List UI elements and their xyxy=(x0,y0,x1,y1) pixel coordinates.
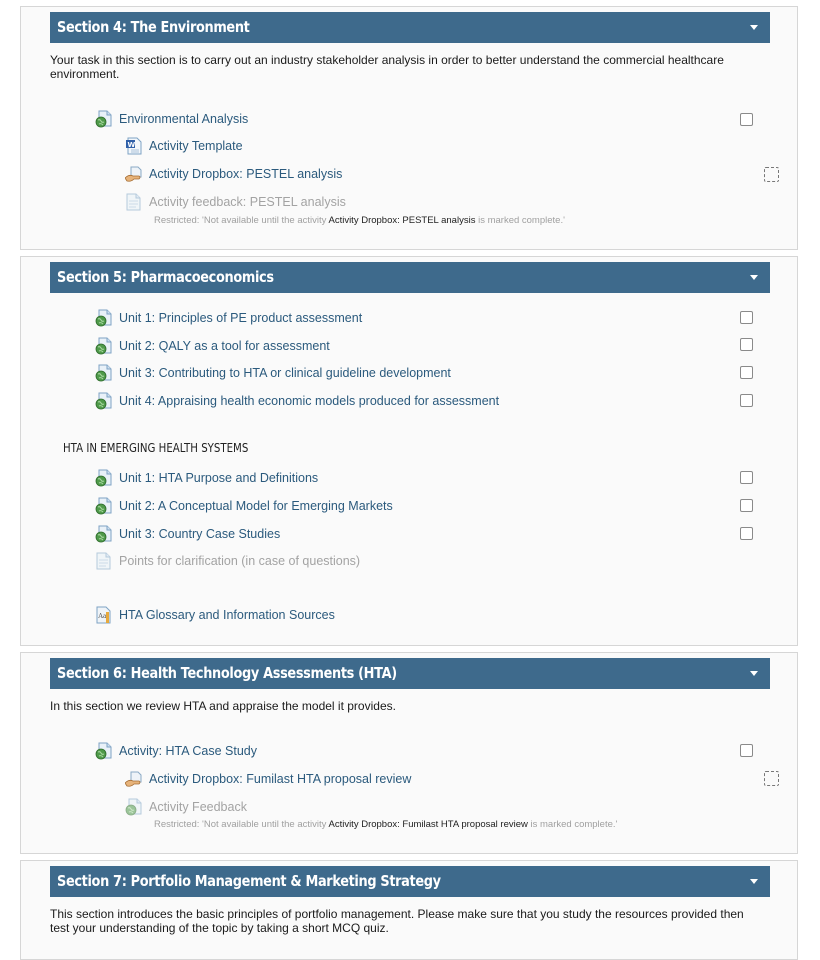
completion-checkbox[interactable] xyxy=(740,366,753,379)
section-5 xyxy=(20,256,798,646)
page-globe-icon xyxy=(95,364,112,382)
activity-link-restricted: Points for clarification (in case of questions) xyxy=(119,554,361,568)
collapse-caret-icon[interactable] xyxy=(750,275,758,280)
section-4-header[interactable] xyxy=(50,12,770,43)
section-5-header[interactable] xyxy=(50,262,770,293)
glossary-icon xyxy=(95,606,112,624)
completion-checkbox[interactable] xyxy=(740,471,753,484)
assignment-hand-icon xyxy=(125,165,142,183)
section-6 xyxy=(20,652,798,854)
activity-link[interactable]: Activity Template xyxy=(149,139,243,153)
section-title: Section 5: Pharmacoeconomics xyxy=(57,268,274,286)
page-globe-icon xyxy=(95,392,112,410)
restriction-prefix: Restricted: 'Not available until the activity xyxy=(154,819,329,830)
completion-checkbox[interactable] xyxy=(740,113,753,126)
collapse-caret-icon[interactable] xyxy=(750,671,758,676)
completion-checkbox[interactable] xyxy=(740,394,753,407)
collapse-caret-icon[interactable] xyxy=(750,25,758,30)
auto-completion-checkbox[interactable] xyxy=(764,771,779,786)
activity-link[interactable]: Environmental Analysis xyxy=(119,112,249,126)
section-7-header[interactable] xyxy=(50,866,770,897)
restriction-suffix: is marked complete.' xyxy=(475,215,565,226)
activity-link[interactable]: Unit 4: Appraising health economic models produced for assessment xyxy=(119,394,500,408)
collapse-caret-icon[interactable] xyxy=(750,879,758,884)
activity-link[interactable]: Activity: HTA Case Study xyxy=(119,744,258,758)
section-title: Section 6: Health Technology Assessments (HTA) xyxy=(57,664,397,682)
page-globe-icon xyxy=(95,742,112,760)
activity-link[interactable]: HTA Glossary and Information Sources xyxy=(119,608,335,622)
activity-link-restricted: Activity Feedback xyxy=(149,800,247,814)
activity-link[interactable]: Activity Dropbox: Fumilast HTA proposal review xyxy=(149,772,412,786)
assignment-hand-icon xyxy=(125,770,142,788)
restriction-notice xyxy=(154,215,565,226)
section-summary: Your task in this section is to carry out an industry stakeholder analysis in order to better understand the commercial healthcare environment. xyxy=(50,53,724,81)
page-globe-icon xyxy=(95,110,112,128)
page-globe-icon xyxy=(95,525,112,543)
completion-checkbox[interactable] xyxy=(740,527,753,540)
restriction-activity: Activity Dropbox: PESTEL analysis xyxy=(328,215,476,226)
subheading-hta-emerging: HTA IN EMERGING HEALTH SYSTEMS xyxy=(63,441,249,455)
section-summary: This section introduces the basic principles of portfolio management. Please make sure that you study the resources provided then test your understanding of the topic by taking a short MCQ quiz. xyxy=(50,907,744,935)
completion-checkbox[interactable] xyxy=(740,311,753,324)
activity-link-restricted: Activity feedback: PESTEL analysis xyxy=(149,195,346,209)
activity-link[interactable]: Unit 1: HTA Purpose and Definitions xyxy=(119,471,319,485)
section-6-header[interactable] xyxy=(50,658,770,689)
page-globe-icon xyxy=(95,497,112,515)
section-title: Section 7: Portfolio Management & Marketing Strategy xyxy=(57,872,441,890)
section-title: Section 4: The Environment xyxy=(57,18,250,36)
page-globe-icon xyxy=(125,798,142,816)
page-globe-icon xyxy=(95,469,112,487)
page-globe-icon xyxy=(95,309,112,327)
activity-link[interactable]: Unit 2: QALY as a tool for assessment xyxy=(119,339,330,353)
activity-link[interactable]: Unit 1: Principles of PE product assessment xyxy=(119,311,363,325)
page-icon xyxy=(95,552,112,570)
page-icon xyxy=(125,193,142,211)
restriction-suffix: is marked complete.' xyxy=(527,819,618,830)
completion-checkbox[interactable] xyxy=(740,499,753,512)
activity-link[interactable]: Unit 2: A Conceptual Model for Emerging Markets xyxy=(119,499,393,513)
section-7 xyxy=(20,860,798,960)
restriction-notice xyxy=(154,819,617,830)
completion-checkbox[interactable] xyxy=(740,338,753,351)
restriction-prefix: Restricted: 'Not available until the activity xyxy=(154,215,329,226)
restriction-activity: Activity Dropbox: Fumilast HTA proposal review xyxy=(328,819,528,830)
auto-completion-checkbox[interactable] xyxy=(764,167,779,182)
section-summary: In this section we review HTA and appraise the model it provides. xyxy=(50,699,396,713)
activity-link[interactable]: Unit 3: Country Case Studies xyxy=(119,527,281,541)
section-4 xyxy=(20,6,798,250)
activity-link[interactable]: Unit 3: Contributing to HTA or clinical guideline development xyxy=(119,366,451,380)
activity-link[interactable]: Activity Dropbox: PESTEL analysis xyxy=(149,167,343,181)
completion-checkbox[interactable] xyxy=(740,744,753,757)
page-globe-icon xyxy=(95,337,112,355)
word-doc-icon xyxy=(125,137,142,155)
